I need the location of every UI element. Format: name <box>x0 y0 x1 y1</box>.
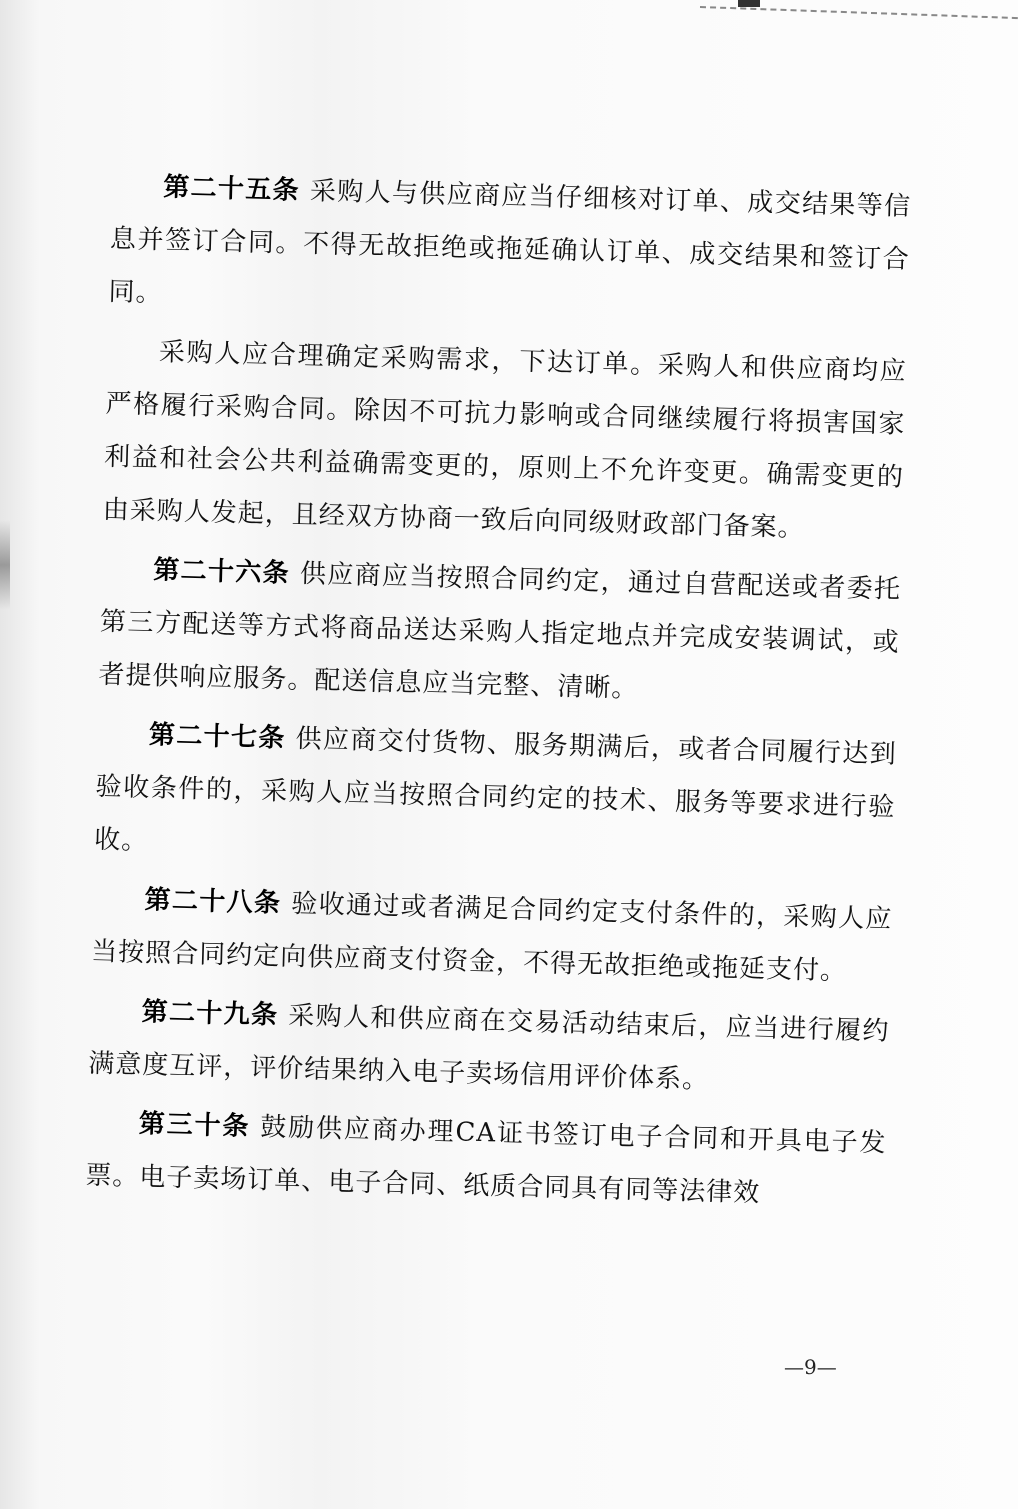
article-heading: 第二十五条 <box>162 172 301 206</box>
article-30 <box>85 1097 888 1224</box>
article-heading: 第二十八条 <box>144 885 282 919</box>
article-heading: 第二十六条 <box>152 555 291 589</box>
article-text: 采购人应合理确定采购需求，下达订单。采购人和供应商均应严格履行采购合同。除因不可抗力影响或合同继续履行将损害国家利益和社会公共利益确需变更的，原则上不允许变更。确需变更的由采购人发起，且经双方协商一致后向同级财政部门备案。 <box>102 337 908 544</box>
article-text: 鼓励供应商办理CA证书签订电子合同和开具电子发票。电子卖场订单、电子合同、纸质合同具有同等法律效 <box>85 1112 887 1209</box>
article-heading: 第二十七条 <box>148 720 287 754</box>
article-26 <box>98 543 902 723</box>
article-28 <box>91 873 894 1000</box>
article-text: 供应商交付货物、服务期满后，或者合同履行达到验收条件的，采购人应当按照合同约定的技术、服务等要求进行验收。 <box>93 724 898 857</box>
article-25 <box>108 160 912 340</box>
article-heading: 第二十九条 <box>141 997 279 1031</box>
article-text: 采购人与供应商应当仔细核对订单、成交结果等信息并签订合同。不得无故拒绝或拖延确认订单、成交结果和签订合同。 <box>108 176 912 309</box>
article-29 <box>88 985 891 1112</box>
article-text: 采购人和供应商在交易活动结束后，应当进行履约满意度互评，评价结果纳入电子卖场信用评价体系。 <box>87 1000 890 1095</box>
article-text: 验收通过或者满足合同约定支付条件的，采购人应当按照合同约定向供应商支付资金，不得无故拒绝或拖延支付。 <box>90 888 893 987</box>
document-body <box>82 160 912 1341</box>
article-25-continued <box>102 325 907 558</box>
article-heading: 第三十条 <box>138 1109 251 1142</box>
scan-left-edge <box>0 520 10 610</box>
scan-top-edge <box>700 6 1018 19</box>
article-27 <box>93 708 897 888</box>
article-text: 供应商应当按照合同约定，通过自营配送或者委托第三方配送等方式将商品送达采购人指定地点并完成安装调试，或者提供响应服务。配送信息应当完整、清晰。 <box>98 559 902 704</box>
scan-top-mark <box>738 0 760 7</box>
page-number: —9— <box>784 1355 837 1379</box>
